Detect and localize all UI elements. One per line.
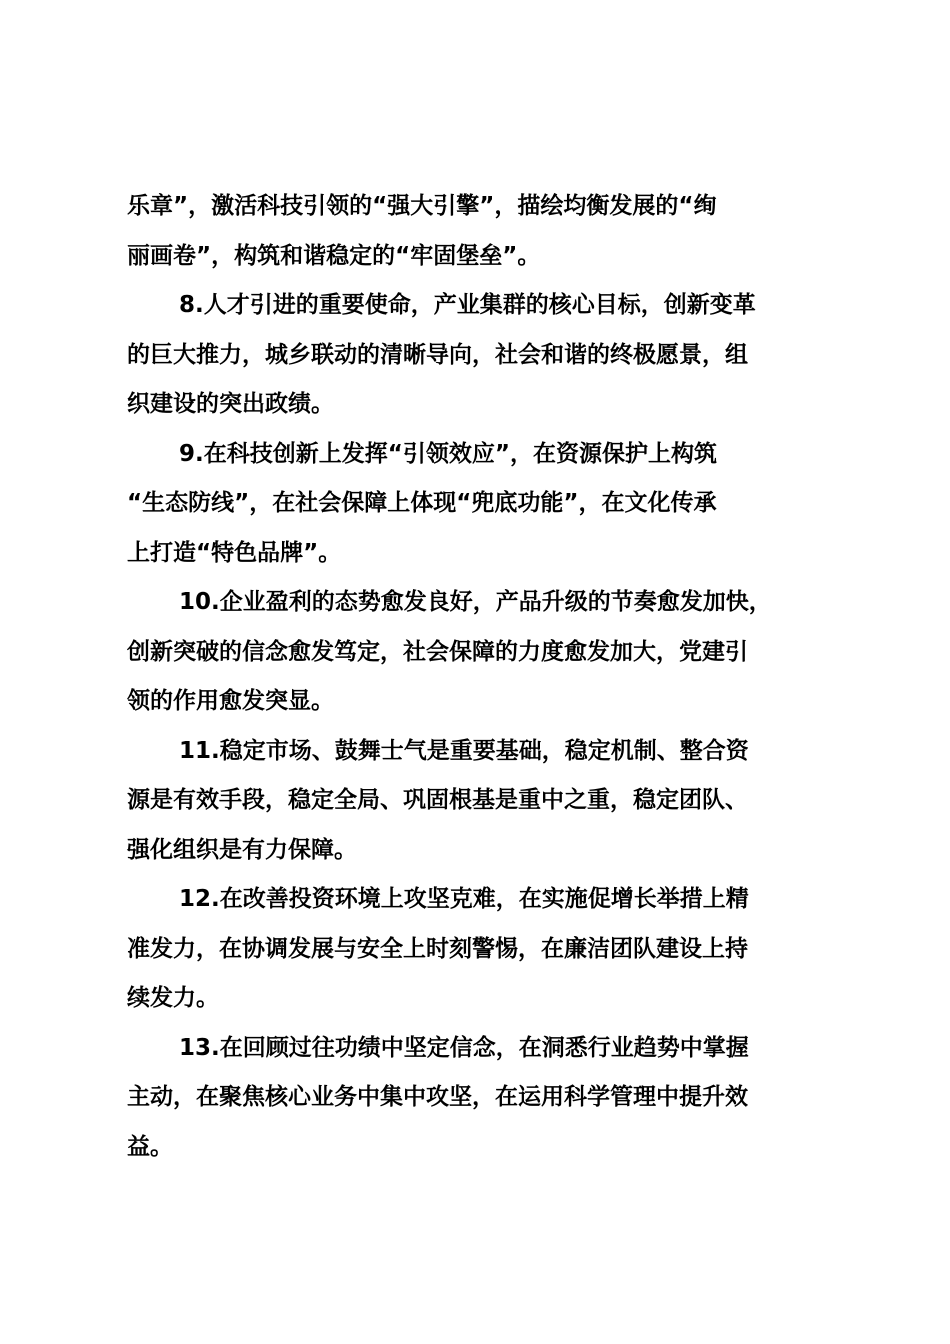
text-line: 12.在改善投资环境上攻坚克难，在实施促增长举措上精 (179, 886, 749, 912)
text-line: 主动，在聚焦核心业务中集中攻坚，在运用科学管理中提升效 (127, 1084, 748, 1110)
text-line: 益。 (127, 1133, 173, 1160)
text-line: 10.企业盈利的态势愈发良好，产品升级的节奏愈发加快， (179, 589, 772, 615)
text-line: 上打造“特色品牌”。 (127, 539, 342, 566)
paragraph-10 (127, 578, 833, 727)
text-line: 乐章”，激活科技引领的“强大引擎”，描绘均衡发展的“绚 (127, 193, 717, 219)
text-line: 丽画卷”，构筑和谐稳定的“牢固堡垒”。 (127, 242, 541, 269)
paragraph-7-continued (127, 182, 833, 281)
text-line: 续发力。 (127, 985, 219, 1011)
text-line: 9.在科技创新上发挥“引领效应”，在资源保护上构筑 (179, 440, 717, 467)
text-line: 11.稳定市场、鼓舞士气是重要基础，稳定机制、整合资 (179, 737, 749, 764)
paragraph-13 (127, 1024, 833, 1173)
paragraph-12 (127, 875, 833, 1024)
document-body (127, 182, 833, 1172)
text-line: 创新突破的信念愈发笃定，社会保障的力度愈发加大，党建引 (127, 638, 748, 665)
paragraph-8 (127, 281, 833, 430)
text-line: “生态防线”，在社会保障上体现“兜底功能”，在文化传承 (127, 490, 717, 516)
text-line: 织建设的突出政绩。 (127, 391, 334, 417)
text-line: 源是有效手段，稳定全局、巩固根基是重中之重，稳定团队、 (127, 787, 748, 813)
paragraph-9 (127, 430, 833, 579)
text-line: 领的作用愈发突显。 (127, 688, 334, 714)
text-line: 准发力，在协调发展与安全上时刻警惕，在廉洁团队建设上持 (127, 935, 748, 962)
text-line: 的巨大推力，城乡联动的清晰导向，社会和谐的终极愿景，组 (127, 341, 748, 368)
text-line: 13.在回顾过往功绩中坚定信念，在洞悉行业趋势中掌握 (179, 1034, 749, 1061)
paragraph-11 (127, 727, 833, 876)
text-line: 8.人才引进的重要使命，产业集群的核心目标，创新变革 (179, 292, 756, 318)
text-line: 强化组织是有力保障。 (127, 836, 357, 863)
